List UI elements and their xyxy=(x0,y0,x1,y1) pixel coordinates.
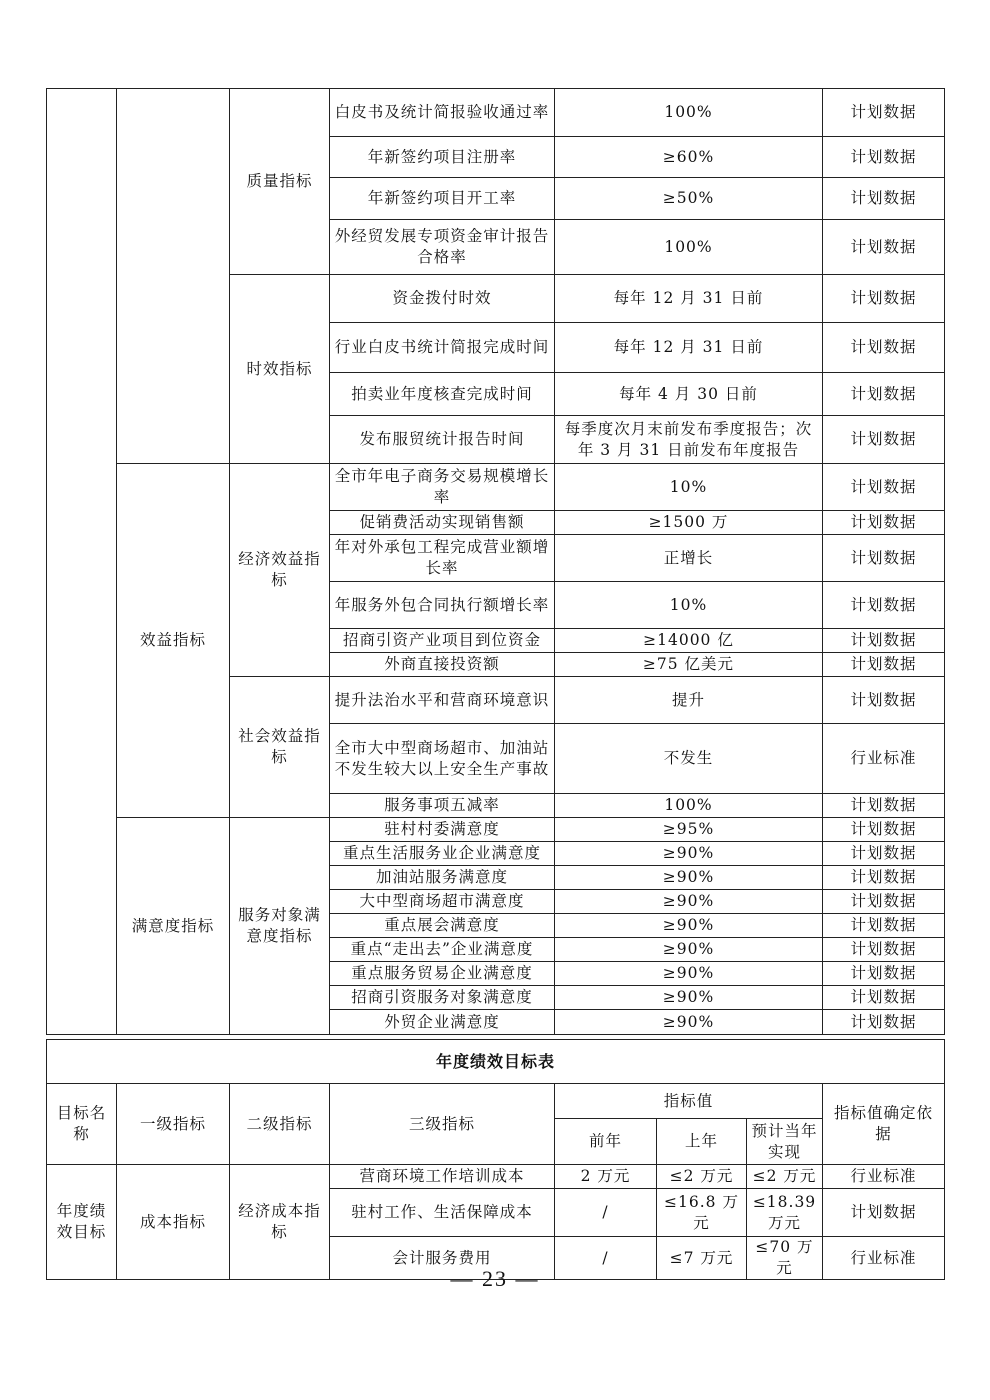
value-last-year: ≤7 万元 xyxy=(657,1237,747,1280)
level1-cost: 成本指标 xyxy=(117,1165,230,1280)
indicator-basis: 计划数据 xyxy=(823,914,945,938)
indicator-basis: 行业标准 xyxy=(823,1237,945,1280)
indicator-value: ≥90% xyxy=(555,1010,823,1035)
indicator-value: 提升 xyxy=(555,677,823,724)
value-current-year: ≤70 万元 xyxy=(747,1237,823,1280)
indicator-value: 100% xyxy=(555,220,823,275)
indicator-basis: 计划数据 xyxy=(823,677,945,724)
indicator-basis: 计划数据 xyxy=(823,818,945,842)
indicator-value: 每年 12 月 31 日前 xyxy=(555,323,823,373)
indicator-name: 大中型商场超市满意度 xyxy=(330,890,555,914)
indicator-value: ≥75 亿美元 xyxy=(555,653,823,677)
indicator-name: 外经贸发展专项资金审计报告合格率 xyxy=(330,220,555,275)
indicator-value: 每年 12 月 31 日前 xyxy=(555,275,823,323)
header-last-year: 上年 xyxy=(657,1119,747,1165)
value-prev-year: 2 万元 xyxy=(555,1165,657,1189)
indicator-basis: 计划数据 xyxy=(823,535,945,582)
indicator-value: 10% xyxy=(555,464,823,511)
value-last-year: ≤16.8 万元 xyxy=(657,1189,747,1237)
indicator-value: ≥90% xyxy=(555,962,823,986)
performance-indicator-table-continued xyxy=(46,88,945,1035)
value-prev-year: / xyxy=(555,1189,657,1237)
indicator-value: ≥90% xyxy=(555,842,823,866)
indicator-basis: 计划数据 xyxy=(823,511,945,535)
indicator-name: 重点服务贸易企业满意度 xyxy=(330,962,555,986)
indicator-basis: 计划数据 xyxy=(823,866,945,890)
level2-quality: 质量指标 xyxy=(230,89,330,275)
indicator-name: 白皮书及统计简报验收通过率 xyxy=(330,89,555,137)
indicator-basis: 计划数据 xyxy=(823,629,945,653)
indicator-name: 提升法治水平和营商环境意识 xyxy=(330,677,555,724)
indicator-name: 招商引资服务对象满意度 xyxy=(330,986,555,1010)
indicator-value: 100% xyxy=(555,89,823,137)
level2-timeliness: 时效指标 xyxy=(230,275,330,464)
indicator-basis: 计划数据 xyxy=(823,962,945,986)
indicator-name: 全市大中型商场超市、加油站不发生较大以上安全生产事故 xyxy=(330,724,555,794)
indicator-name: 重点展会满意度 xyxy=(330,914,555,938)
indicator-name: 营商环境工作培训成本 xyxy=(330,1165,555,1189)
indicator-name: 驻村村委满意度 xyxy=(330,818,555,842)
indicator-basis: 计划数据 xyxy=(823,1189,945,1237)
indicator-basis: 计划数据 xyxy=(823,220,945,275)
indicator-value: 每季度次月末前发布季度报告；次年 3 月 31 日前发布年度报告 xyxy=(555,416,823,464)
indicator-name: 服务事项五减率 xyxy=(330,794,555,818)
level1-satisfaction: 满意度指标 xyxy=(117,818,230,1035)
indicator-name: 招商引资产业项目到位资金 xyxy=(330,629,555,653)
indicator-basis: 计划数据 xyxy=(823,582,945,629)
indicator-name: 外商直接投资额 xyxy=(330,653,555,677)
indicator-name: 拍卖业年度核查完成时间 xyxy=(330,373,555,416)
level1-cell-blank xyxy=(117,89,230,464)
level2-economic: 经济效益指标 xyxy=(230,464,330,677)
header-indicator-value: 指标值 xyxy=(555,1084,823,1119)
header-level1: 一级指标 xyxy=(117,1084,230,1165)
value-current-year: ≤18.39 万元 xyxy=(747,1189,823,1237)
indicator-value: ≥90% xyxy=(555,986,823,1010)
indicator-name: 外贸企业满意度 xyxy=(330,1010,555,1035)
header-level3: 三级指标 xyxy=(330,1084,555,1165)
indicator-value: 每年 4 月 30 日前 xyxy=(555,373,823,416)
section-title: 年度绩效目标表 xyxy=(47,1040,945,1084)
indicator-name: 发布服贸统计报告时间 xyxy=(330,416,555,464)
indicator-basis: 计划数据 xyxy=(823,890,945,914)
indicator-value: ≥90% xyxy=(555,866,823,890)
indicator-basis: 计划数据 xyxy=(823,89,945,137)
indicator-basis: 计划数据 xyxy=(823,178,945,220)
indicator-name: 促销费活动实现销售额 xyxy=(330,511,555,535)
indicator-basis: 计划数据 xyxy=(823,373,945,416)
level1-benefit: 效益指标 xyxy=(117,464,230,818)
indicator-value: ≥14000 亿 xyxy=(555,629,823,653)
indicator-basis: 计划数据 xyxy=(823,938,945,962)
level2-economic-cost: 经济成本指标 xyxy=(230,1165,330,1280)
page-number: — 23 — xyxy=(450,1266,540,1291)
indicator-value: ≥95% xyxy=(555,818,823,842)
indicator-name: 重点生活服务业企业满意度 xyxy=(330,842,555,866)
indicator-name: 加油站服务满意度 xyxy=(330,866,555,890)
header-goal-name: 目标名称 xyxy=(47,1084,117,1165)
header-current-year: 预计当年实现 xyxy=(747,1119,823,1165)
indicator-basis: 行业标准 xyxy=(823,1165,945,1189)
level2-service-satisfaction: 服务对象满意度指标 xyxy=(230,818,330,1035)
indicator-name: 年对外承包工程完成营业额增长率 xyxy=(330,535,555,582)
indicator-value: 100% xyxy=(555,794,823,818)
value-prev-year: / xyxy=(555,1237,657,1280)
indicator-name: 全市年电子商务交易规模增长率 xyxy=(330,464,555,511)
header-basis: 指标值确定依据 xyxy=(823,1084,945,1165)
annual-performance-goal-table xyxy=(46,1039,945,1280)
indicator-basis: 计划数据 xyxy=(823,653,945,677)
indicator-value: ≥1500 万 xyxy=(555,511,823,535)
header-prev-year: 前年 xyxy=(555,1119,657,1165)
indicator-name: 资金拨付时效 xyxy=(330,275,555,323)
indicator-value: ≥60% xyxy=(555,137,823,178)
indicator-value: ≥90% xyxy=(555,938,823,962)
indicator-basis: 计划数据 xyxy=(823,416,945,464)
indicator-value: ≥50% xyxy=(555,178,823,220)
indicator-name: 会计服务费用 xyxy=(330,1237,555,1280)
indicator-basis: 计划数据 xyxy=(823,275,945,323)
value-current-year: ≤2 万元 xyxy=(747,1165,823,1189)
indicator-basis: 计划数据 xyxy=(823,986,945,1010)
indicator-basis: 计划数据 xyxy=(823,137,945,178)
goal-name-cell-blank xyxy=(47,89,117,1035)
indicator-basis: 行业标准 xyxy=(823,724,945,794)
indicator-value: ≥90% xyxy=(555,914,823,938)
indicator-basis: 计划数据 xyxy=(823,794,945,818)
header-level2: 二级指标 xyxy=(230,1084,330,1165)
goal-annual: 年度绩效目标 xyxy=(47,1165,117,1280)
indicator-name: 年新签约项目开工率 xyxy=(330,178,555,220)
indicator-value: ≥90% xyxy=(555,890,823,914)
indicator-value: 不发生 xyxy=(555,724,823,794)
indicator-name: 年服务外包合同执行额增长率 xyxy=(330,582,555,629)
indicator-basis: 计划数据 xyxy=(823,464,945,511)
indicator-name: 重点“走出去”企业满意度 xyxy=(330,938,555,962)
indicator-value: 10% xyxy=(555,582,823,629)
indicator-basis: 计划数据 xyxy=(823,323,945,373)
value-last-year: ≤2 万元 xyxy=(657,1165,747,1189)
indicator-name: 年新签约项目注册率 xyxy=(330,137,555,178)
level2-social: 社会效益指标 xyxy=(230,677,330,818)
indicator-name: 行业白皮书统计简报完成时间 xyxy=(330,323,555,373)
indicator-name: 驻村工作、生活保障成本 xyxy=(330,1189,555,1237)
indicator-basis: 计划数据 xyxy=(823,1010,945,1035)
indicator-basis: 计划数据 xyxy=(823,842,945,866)
indicator-value: 正增长 xyxy=(555,535,823,582)
